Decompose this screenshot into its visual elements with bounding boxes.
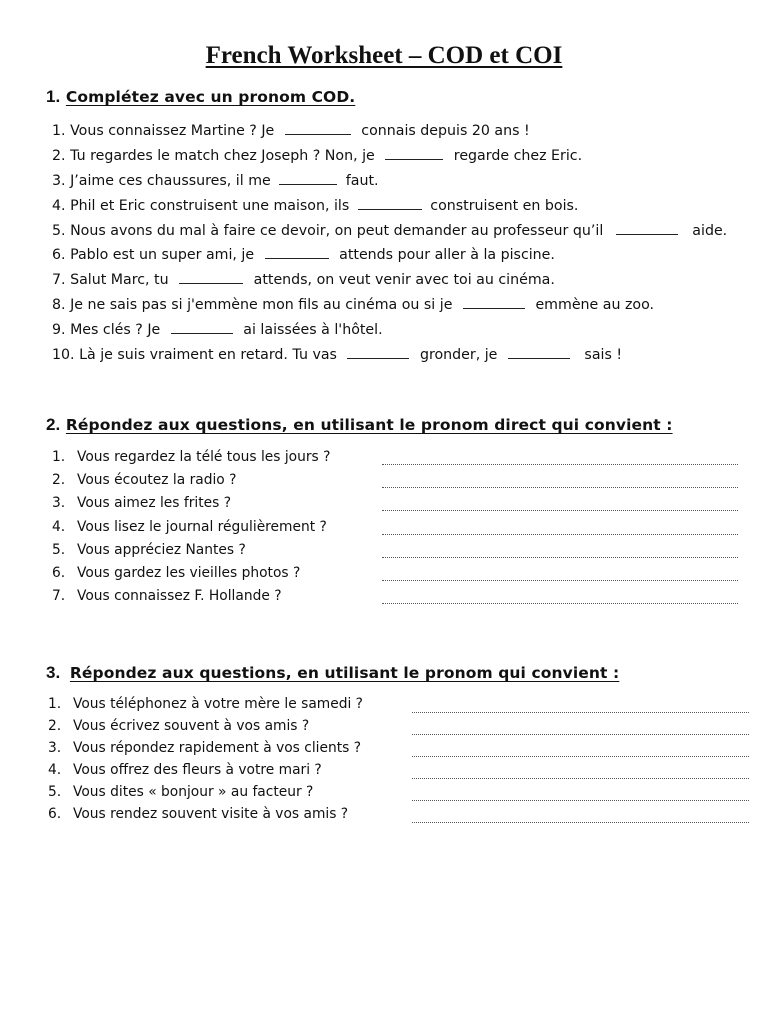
exercise-item-4 xyxy=(52,194,762,219)
question-text: Vous gardez les vieilles photos ? xyxy=(77,564,301,581)
exercise-item-8 xyxy=(52,293,762,318)
question-item-3 xyxy=(48,740,753,762)
answer-blank[interactable] xyxy=(616,220,678,235)
item-text-before: J’aime ces chaussures, il me xyxy=(70,172,276,189)
section-3-title: Répondez aux questions, en utilisant le pronom qui convient : xyxy=(69,664,620,682)
exercise-item-2 xyxy=(52,144,762,169)
question-item-4 xyxy=(48,762,753,784)
item-number: 3. xyxy=(52,495,66,512)
item-number: 5. xyxy=(52,541,66,558)
answer-line[interactable] xyxy=(412,712,749,713)
answer-line[interactable] xyxy=(382,464,738,465)
exercise-item-5 xyxy=(52,219,762,244)
answer-blank[interactable] xyxy=(385,145,443,160)
item-text-before: Salut Marc, tu xyxy=(70,272,174,289)
answer-line[interactable] xyxy=(412,800,749,801)
answer-line[interactable] xyxy=(382,603,738,604)
item-number: 1. xyxy=(48,696,62,712)
item-text-middle: gronder, je xyxy=(415,347,502,364)
question-item-4 xyxy=(52,519,742,542)
item-number: 10. xyxy=(52,347,75,364)
section-1-heading xyxy=(46,87,355,107)
question-text: Vous connaissez F. Hollande ? xyxy=(77,588,282,605)
item-number: 5. xyxy=(48,784,62,800)
item-text-before: Tu regardes le match chez Joseph ? Non, je xyxy=(70,147,380,164)
answer-line[interactable] xyxy=(382,580,738,581)
answer-line[interactable] xyxy=(382,557,738,558)
exercise-item-9 xyxy=(52,318,762,343)
item-number: 3. xyxy=(48,740,62,756)
item-text-after: faut. xyxy=(341,172,379,189)
item-number: 5. xyxy=(52,222,66,239)
question-item-2 xyxy=(48,718,753,740)
question-text: Vous répondez rapidement à vos clients ? xyxy=(73,740,362,756)
answer-line[interactable] xyxy=(412,822,749,823)
question-item-1 xyxy=(52,449,742,472)
answer-line[interactable] xyxy=(382,487,738,488)
item-number: 7. xyxy=(52,272,66,289)
question-text: Vous écoutez la radio ? xyxy=(77,472,237,489)
question-item-7 xyxy=(52,588,742,611)
answer-line[interactable] xyxy=(382,510,738,511)
item-number: 9. xyxy=(52,322,66,339)
question-text: Vous lisez le journal régulièrement ? xyxy=(77,518,327,535)
exercise-item-3 xyxy=(52,169,762,194)
item-text-after: aide. xyxy=(687,222,728,239)
item-number: 6. xyxy=(52,564,66,581)
question-item-1 xyxy=(48,696,753,718)
question-text: Vous offrez des fleurs à votre mari ? xyxy=(73,762,322,778)
question-item-2 xyxy=(52,472,742,495)
item-number: 1. xyxy=(52,449,66,465)
question-text: Vous aimez les frites ? xyxy=(77,495,232,512)
item-number: 2. xyxy=(52,472,66,489)
section-2-title: Répondez aux questions, en utilisant le pronom direct qui convient : xyxy=(65,416,673,434)
answer-blank[interactable] xyxy=(171,319,233,334)
item-number: 4. xyxy=(48,762,62,778)
question-item-5 xyxy=(48,784,753,806)
exercise-item-1 xyxy=(52,119,762,144)
question-item-3 xyxy=(52,495,742,518)
item-text-after: regarde chez Eric. xyxy=(449,147,583,164)
answer-line[interactable] xyxy=(412,778,749,779)
section-3-question-list xyxy=(48,696,753,828)
answer-blank[interactable] xyxy=(279,170,337,185)
question-text: Vous dites « bonjour » au facteur ? xyxy=(73,784,314,800)
question-text: Vous téléphonez à votre mère le samedi ? xyxy=(73,696,363,712)
answer-line[interactable] xyxy=(382,534,738,535)
answer-blank[interactable] xyxy=(285,120,351,135)
answer-blank[interactable] xyxy=(179,269,243,284)
answer-blank[interactable] xyxy=(265,244,329,259)
question-text: Vous écrivez souvent à vos amis ? xyxy=(73,718,310,734)
item-text-after: connais depuis 20 ans ! xyxy=(356,123,530,139)
question-item-6 xyxy=(48,806,753,828)
answer-blank[interactable] xyxy=(463,294,525,309)
item-text-before: Vous connaissez Martine ? Je xyxy=(70,123,279,139)
item-text-before: Phil et Eric construisent une maison, ils xyxy=(70,197,354,214)
question-text: Vous regardez la télé tous les jours ? xyxy=(77,449,331,465)
item-text-before: Pablo est un super ami, je xyxy=(70,247,259,264)
item-text-before: Je ne sais pas si j'emmène mon fils au cinéma ou si je xyxy=(70,297,457,314)
item-text-after: attends, on veut venir avec toi au cinéma. xyxy=(249,272,555,289)
item-text-before: Là je suis vraiment en retard. Tu vas xyxy=(79,347,342,364)
question-item-6 xyxy=(52,565,742,588)
item-number: 3. xyxy=(52,172,66,189)
exercise-item-7 xyxy=(52,268,762,293)
item-text-after: attends pour aller à la piscine. xyxy=(334,247,555,264)
item-text-after: ai laissées à l'hôtel. xyxy=(238,322,383,339)
section-2-number: 2. xyxy=(46,415,61,434)
section-3-heading xyxy=(46,663,619,683)
section-3-number: 3. xyxy=(46,663,61,682)
item-number: 2. xyxy=(48,718,62,734)
item-number: 8. xyxy=(52,297,66,314)
section-1-title: Complétez avec un pronom COD. xyxy=(65,88,356,106)
section-2-question-list xyxy=(52,449,742,611)
item-number: 4. xyxy=(52,518,66,535)
item-number: 7. xyxy=(52,588,66,605)
answer-blank[interactable] xyxy=(508,344,570,359)
answer-blank[interactable] xyxy=(347,344,409,359)
section-1-exercise-list xyxy=(52,119,762,368)
exercise-item-6 xyxy=(52,243,762,268)
item-number: 6. xyxy=(52,247,66,264)
item-text-after: emmène au zoo. xyxy=(530,297,655,314)
item-text-before: Mes clés ? Je xyxy=(70,322,165,339)
section-2-heading xyxy=(46,415,673,435)
item-text-after: sais ! xyxy=(579,347,623,364)
answer-line[interactable] xyxy=(412,734,749,735)
item-number: 1. xyxy=(52,123,66,139)
question-text: Vous rendez souvent visite à vos amis ? xyxy=(73,806,349,822)
item-number: 4. xyxy=(52,197,66,214)
item-number: 2. xyxy=(52,147,66,164)
item-number: 6. xyxy=(48,806,62,822)
page-title: French Worksheet – COD et COI xyxy=(205,42,563,69)
question-item-5 xyxy=(52,542,742,565)
item-text-after: construisent en bois. xyxy=(425,197,579,214)
item-text-before: Nous avons du mal à faire ce devoir, on peut demander au professeur qu’il xyxy=(70,222,608,239)
question-text: Vous appréciez Nantes ? xyxy=(77,541,246,558)
section-1-number: 1. xyxy=(46,87,61,106)
exercise-item-10 xyxy=(52,343,762,368)
answer-blank[interactable] xyxy=(358,195,422,210)
answer-line[interactable] xyxy=(412,756,749,757)
